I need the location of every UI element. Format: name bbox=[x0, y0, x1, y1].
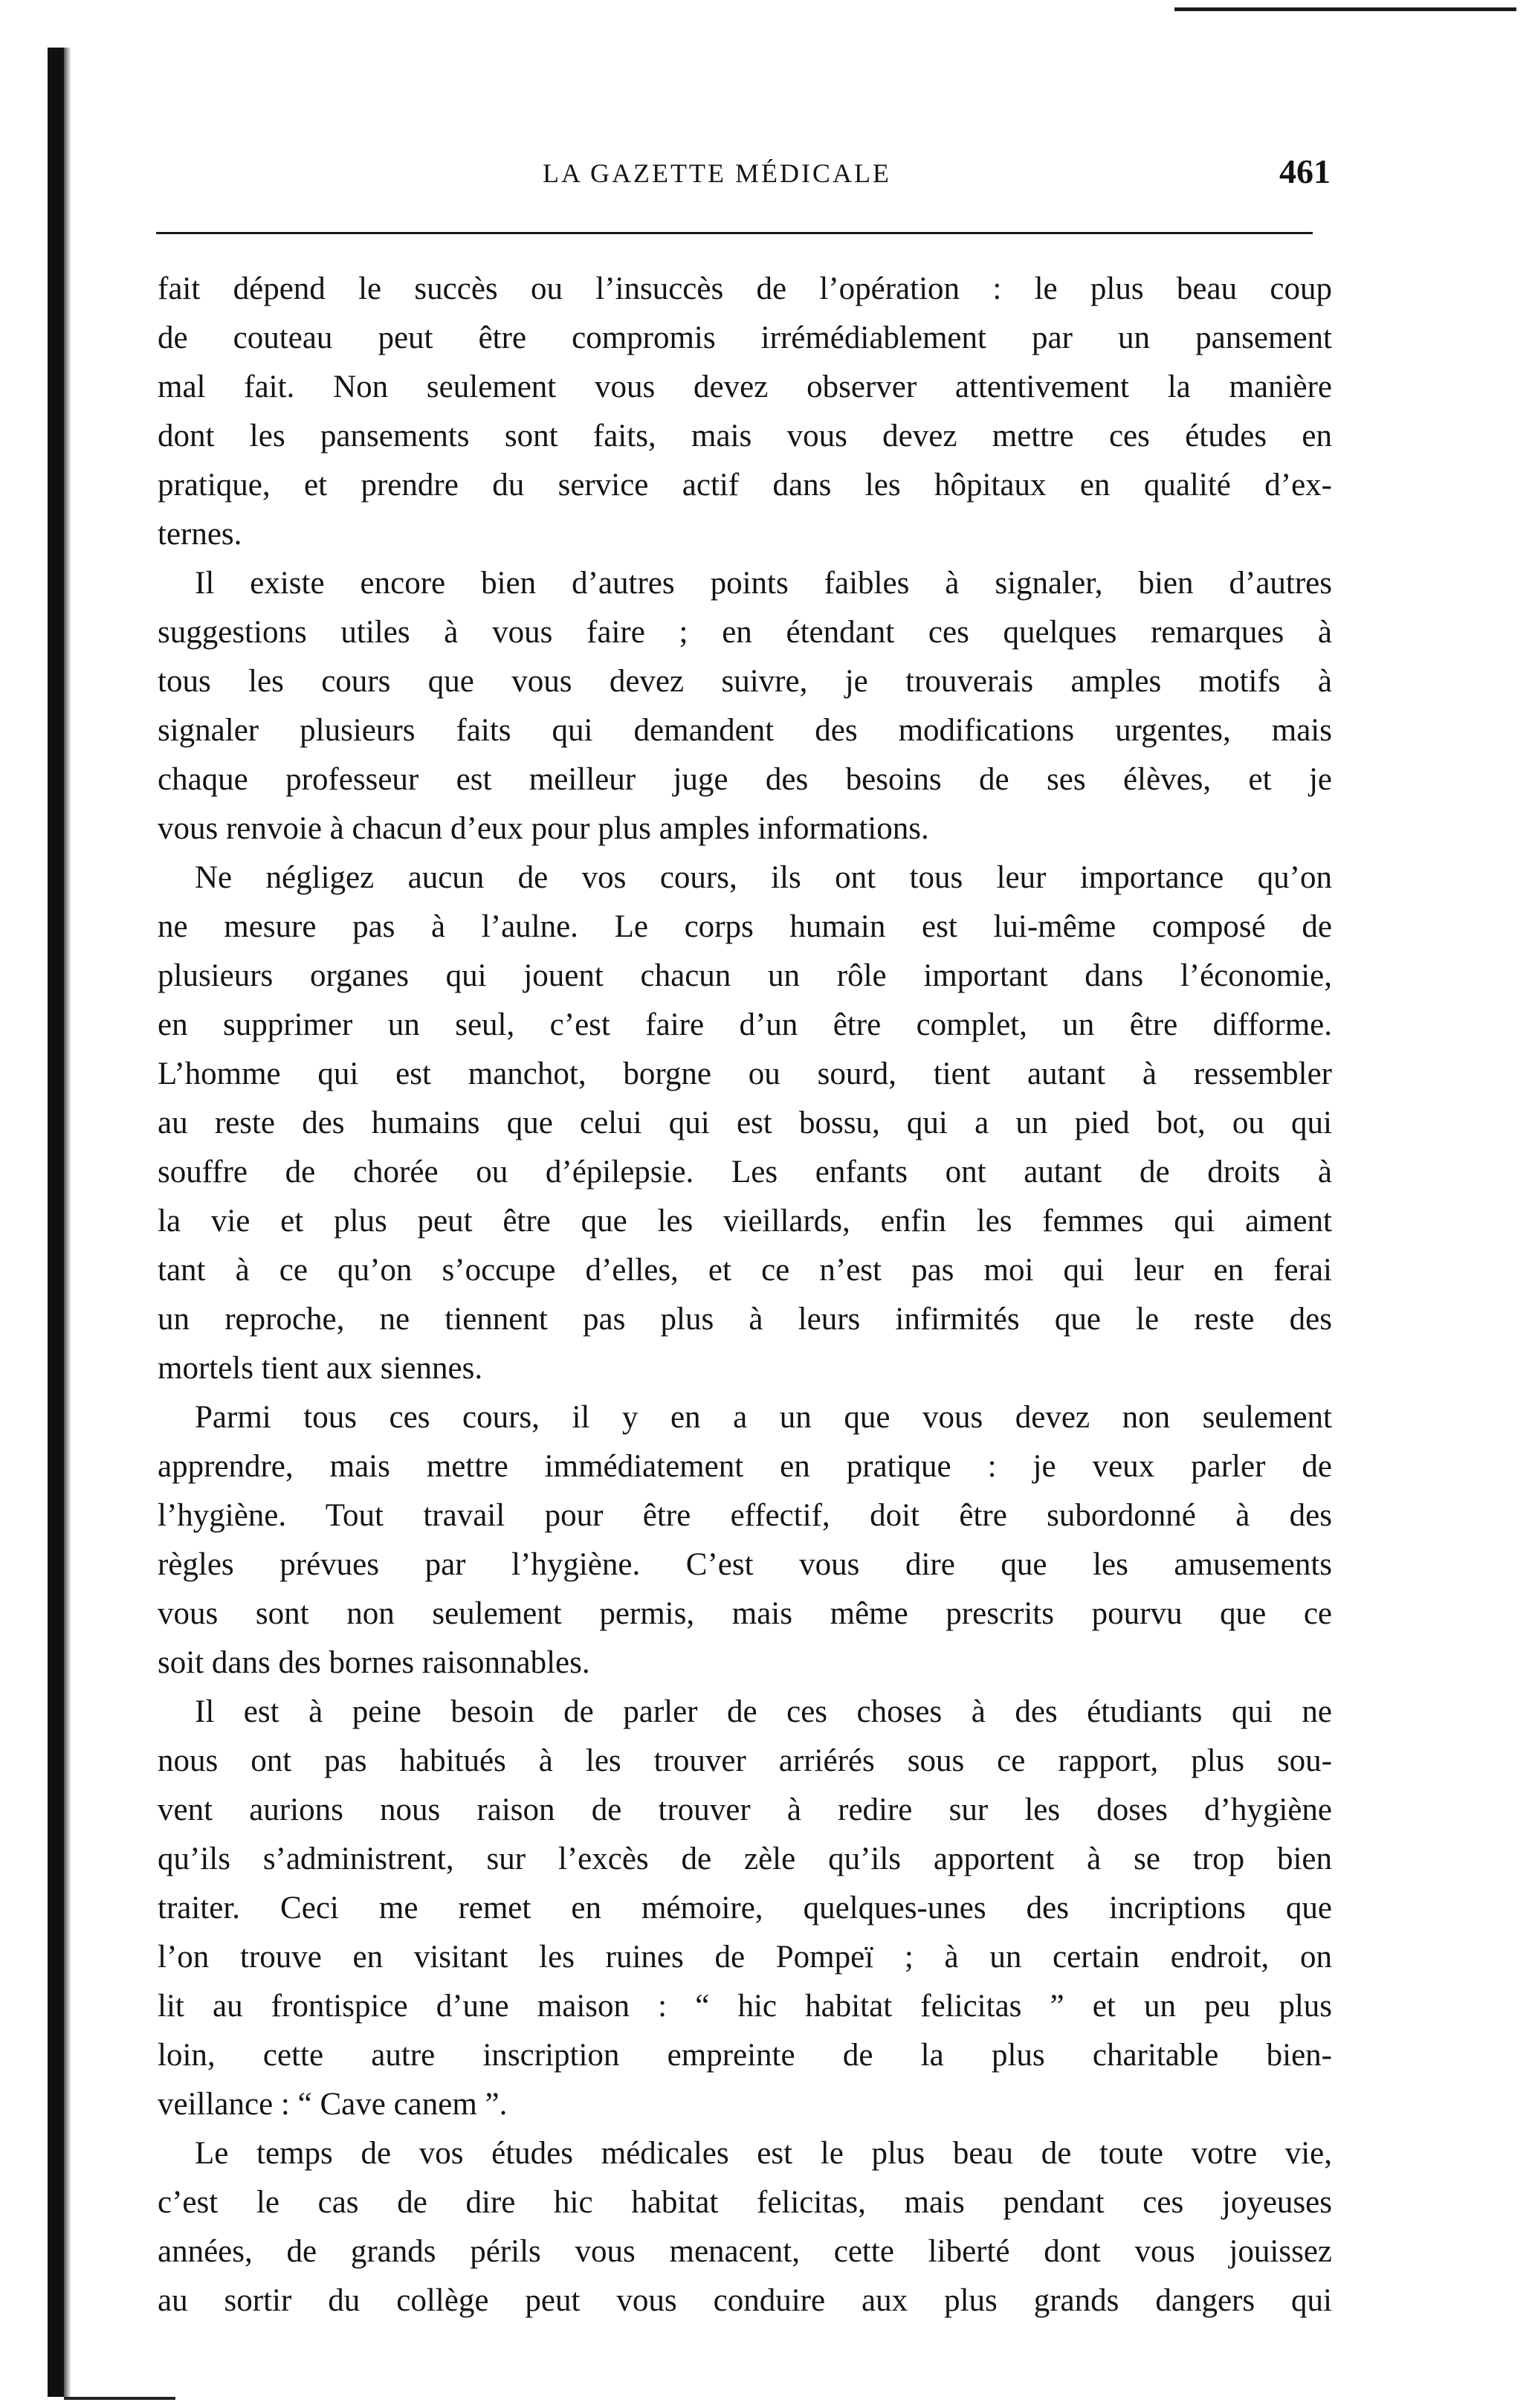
text-line: lit au frontispice d’une maison : “ hic habitat felicitas ” et un peu plus bbox=[158, 1989, 1332, 2024]
binding-edge-shadow bbox=[64, 48, 71, 2397]
text-line: souffre de chorée ou d’épilepsie. Les enfants ont autant de droits à bbox=[158, 1155, 1332, 1190]
text-line: au sortir du collège peut vous conduire aux plus grands dangers qui bbox=[158, 2283, 1332, 2318]
page-number: 461 bbox=[1279, 152, 1331, 190]
text-line: vous renvoie à chacun d’eux pour plus amples informations. bbox=[158, 811, 929, 846]
text-line: apprendre, mais mettre immédiatement en pratique : je veux parler de bbox=[158, 1449, 1332, 1484]
text-line: l’hygiène. Tout travail pour être effectif, doit être subordonné à des bbox=[158, 1498, 1332, 1533]
text-line: qu’ils s’administrent, sur l’excès de zèle qu’ils apportent à se trop bien bbox=[158, 1841, 1332, 1876]
text-line: suggestions utiles à vous faire ; en étendant ces quelques remarques à bbox=[158, 615, 1332, 650]
text-line: la vie et plus peut être que les vieillards, enfin les femmes qui aiment bbox=[158, 1204, 1332, 1239]
text-line: Il est à peine besoin de parler de ces choses à des étudiants qui ne bbox=[195, 1694, 1332, 1729]
text-line: Ne négligez aucun de vos cours, ils ont tous leur importance qu’on bbox=[195, 860, 1332, 895]
text-line: plusieurs organes qui jouent chacun un rôle important dans l’économie, bbox=[158, 958, 1332, 993]
text-line: Parmi tous ces cours, il y en a un que vous devez non seulement bbox=[195, 1400, 1332, 1435]
header-rule bbox=[156, 232, 1313, 234]
running-header bbox=[156, 152, 1331, 202]
text-line: dont les pansements sont faits, mais vous devez mettre ces études en bbox=[158, 419, 1332, 453]
text-line: soit dans des bornes raisonnables. bbox=[158, 1645, 590, 1680]
text-line: mortels tient aux siennes. bbox=[158, 1351, 483, 1386]
text-line: au reste des humains que celui qui est bossu, qui a un pied bot, ou qui bbox=[158, 1105, 1332, 1140]
text-line: traiter. Ceci me remet en mémoire, quelques-unes des incriptions que bbox=[158, 1891, 1332, 1926]
text-line: en supprimer un seul, c’est faire d’un être complet, un être difforme. bbox=[158, 1007, 1332, 1042]
top-right-rule bbox=[1174, 7, 1516, 11]
text-line: vent aurions nous raison de trouver à redire sur les doses d’hygiène bbox=[158, 1792, 1332, 1827]
text-line: mal fait. Non seulement vous devez observer attentivement la manière bbox=[158, 369, 1332, 404]
binding-foot bbox=[64, 2397, 175, 2400]
text-line: un reproche, ne tiennent pas plus à leurs infirmités que le reste des bbox=[158, 1302, 1332, 1337]
text-line: l’on trouve en visitant les ruines de Pompeï ; à un certain endroit, on bbox=[158, 1940, 1332, 1975]
text-line: loin, cette autre inscription empreinte de la plus charitable bien- bbox=[158, 2038, 1332, 2073]
text-line: règles prévues par l’hygiène. C’est vous dire que les amusements bbox=[158, 1547, 1332, 1582]
text-line: L’homme qui est manchot, borgne ou sourd, tient autant à ressembler bbox=[158, 1056, 1332, 1091]
text-line: veillance : “ Cave canem ”. bbox=[158, 2087, 508, 2122]
text-line: tous les cours que vous devez suivre, je trouverais amples motifs à bbox=[158, 664, 1332, 699]
text-line: ne mesure pas à l’aulne. Le corps humain est lui-même composé de bbox=[158, 909, 1332, 944]
text-line: Le temps de vos études médicales est le plus beau de toute votre vie, bbox=[195, 2136, 1332, 2171]
page-body-text bbox=[158, 265, 1332, 2325]
text-line: chaque professeur est meilleur juge des besoins de ses élèves, et je bbox=[158, 762, 1332, 797]
text-line: fait dépend le succès ou l’insuccès de l’opération : le plus beau coup bbox=[158, 271, 1332, 306]
text-line: tant à ce qu’on s’occupe d’elles, et ce n’est pas moi qui leur en ferai bbox=[158, 1253, 1332, 1288]
text-line: pratique, et prendre du service actif dans les hôpitaux en qualité d’ex- bbox=[158, 468, 1332, 503]
text-line: Il existe encore bien d’autres points faibles à signaler, bien d’autres bbox=[195, 566, 1332, 601]
running-title: LA GAZETTE MÉDICALE bbox=[543, 158, 891, 188]
text-line: vous sont non seulement permis, mais même prescrits pourvu que ce bbox=[158, 1596, 1332, 1631]
text-line: c’est le cas de dire hic habitat felicitas, mais pendant ces joyeuses bbox=[158, 2185, 1332, 2220]
binding-edge bbox=[48, 48, 64, 2397]
text-line: nous ont pas habitués à les trouver arriérés sous ce rapport, plus sou- bbox=[158, 1743, 1332, 1778]
text-line: de couteau peut être compromis irrémédiablement par un pansement bbox=[158, 320, 1332, 355]
text-line: ternes. bbox=[158, 517, 242, 552]
text-line: années, de grands périls vous menacent, cette liberté dont vous jouissez bbox=[158, 2234, 1332, 2269]
text-line: signaler plusieurs faits qui demandent des modifications urgentes, mais bbox=[158, 713, 1332, 748]
